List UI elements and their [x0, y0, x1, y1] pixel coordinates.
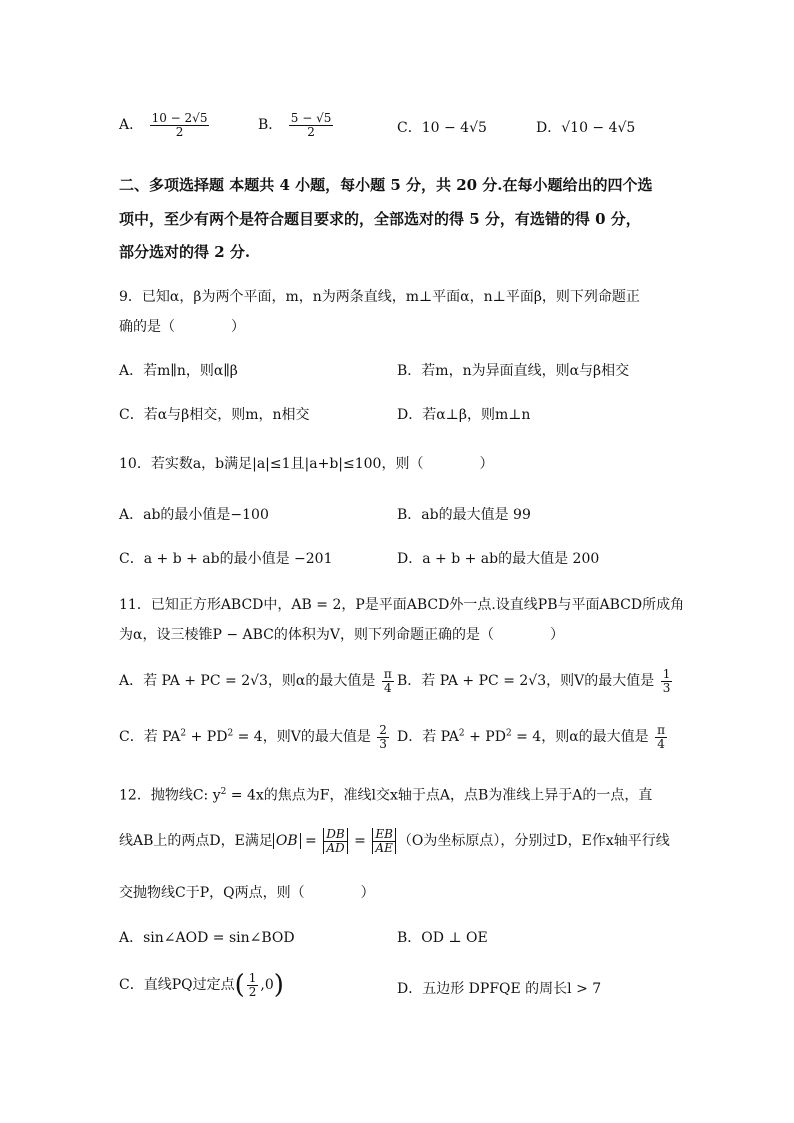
q8-option-b-denominator: 2: [307, 124, 315, 139]
q10-option-b: B．ab的最大值是 99: [397, 507, 531, 523]
q11-option-c-text-post: = 4，则V的最大值是: [233, 729, 371, 746]
q8-option-c-label: C．: [397, 120, 422, 136]
q11-option-b: [397, 668, 674, 694]
q8-option-c-text: 10 − 4√5: [421, 120, 487, 136]
section2-line2: 项中，至少有两个是符合题目要求的，全部选对的得 5 分，有选错的得 0 分，: [119, 210, 641, 228]
q11-option-d-sup1: 2: [458, 728, 465, 739]
q12-option-c-right-paren: ): [273, 970, 284, 1001]
q12-option-c-pre: C．直线PQ过定点: [119, 977, 235, 994]
q12-option-c: [119, 970, 284, 1001]
q9-stem-line2: 确的是（ ）: [119, 319, 245, 335]
q8-option-b-label: B．: [258, 117, 283, 134]
q10-option-d: D．a + b + ab的最大值是 200: [397, 551, 600, 567]
q12-stem-line1: [119, 788, 652, 803]
q11-option-a: [119, 668, 396, 694]
q11-option-d-denominator: 4: [657, 736, 665, 751]
q11-option-d: [397, 724, 669, 750]
q12-option-a: A．sin∠AOD = sin∠BOD: [119, 930, 295, 946]
q11-option-a-denominator: 4: [383, 680, 392, 695]
q12-stem2-fraction2: [372, 828, 396, 854]
q10-option-c: C．a + b + ab的最小值是 −201: [119, 551, 333, 567]
q8-option-a: [119, 112, 211, 138]
q12-stem-line2: [119, 828, 670, 854]
q11-stem-line1: 11．已知正方形ABCD中，AB = 2，P是平面ABCD外一点.设直线PB与平面ABCD所成角: [119, 597, 685, 613]
q11-option-b-text: B．若 PA + PC = 2√3，则V的最大值是: [397, 673, 655, 690]
q8-option-a-denominator: 2: [175, 124, 184, 139]
q12-stem2-eq2: =: [349, 833, 371, 850]
q12-frac2-denominator: AE: [372, 842, 395, 855]
q9-option-b: B．若m，n为异面直线，则α与β相交: [397, 363, 630, 379]
q12-option-c-post: ,0: [260, 977, 274, 994]
q11-option-c-sup2: 2: [227, 728, 234, 739]
q8-option-a-label: A．: [119, 117, 144, 134]
q12-frac2-numerator: EB: [372, 828, 396, 842]
q11-option-d-text-post: = 4，则α的最大值是: [511, 729, 649, 746]
section2-line1: 二、多项选择题 本题共 4 小题，每小题 5 分，共 20 分.在每小题给出的四个选: [119, 176, 653, 194]
q11-option-a-numerator: π: [383, 667, 392, 681]
q11-option-b-numerator: 1: [662, 667, 671, 681]
q11-option-a-fraction: [382, 668, 394, 694]
q12-stem2-fraction1: [323, 828, 347, 854]
q11-option-c-text-pre: C．若 PA: [119, 729, 181, 746]
q11-option-b-fraction: [661, 668, 673, 694]
q12-option-b: B．OD ⊥ OE: [397, 930, 488, 946]
q12-option-d: D．五边形 DPFQE 的周长l > 7: [397, 981, 602, 997]
q12-stem1-pre: 12．抛物线C: y: [119, 787, 221, 804]
q11-option-d-text-pre: D．若 PA: [397, 729, 459, 746]
q12-stem2-post: （O为坐标原点），分别过D，E作x轴平行线: [397, 833, 670, 850]
q11-option-b-denominator: 3: [662, 680, 671, 695]
q10-option-a: A．ab的最小值是−100: [119, 507, 269, 523]
q11-option-c-text-mid: + PD: [186, 729, 228, 746]
q11-option-d-sup2: 2: [505, 728, 512, 739]
q11-option-c-denominator: 3: [379, 736, 387, 751]
q9-option-c: C．若α与β相交，则m，n相交: [119, 407, 310, 423]
q12-stem-line3: 交抛物线C于P，Q两点，则（ ）: [119, 885, 375, 901]
section2-line3: 部分选对的得 2 分.: [119, 243, 251, 261]
q12-stem2-abs-ob: OB: [273, 833, 301, 849]
q12-option-c-fraction: [247, 972, 259, 998]
q11-option-c: [119, 724, 391, 750]
q11-option-d-text-mid: + PD: [464, 729, 506, 746]
q8-option-b: [258, 112, 335, 138]
q12-stem2-eq1: =: [300, 833, 322, 850]
q12-option-c-left-paren: (: [234, 970, 245, 1001]
q8-option-a-numerator: 10 − 2√5: [151, 111, 208, 125]
q11-stem-line2: 为α，设三棱锥P − ABC的体积为V，则下列命题正确的是（ ）: [119, 627, 564, 643]
q11-option-a-text: A．若 PA + PC = 2√3，则α的最大值是: [119, 673, 376, 690]
q8-option-d: [536, 121, 635, 135]
q11-option-d-fraction: [655, 724, 667, 750]
q9-option-a: A．若m∥n，则α∥β: [119, 363, 238, 379]
q11-option-d-numerator: π: [657, 723, 666, 737]
q12-option-c-numerator: 1: [248, 971, 257, 985]
q8-option-a-fraction: [150, 112, 210, 138]
q8-option-b-numerator: 5 − √5: [290, 111, 332, 125]
q11-option-c-sup1: 2: [180, 728, 187, 739]
q8-option-b-fraction: [289, 112, 334, 138]
q12-option-c-denominator: 2: [248, 984, 257, 999]
q12-frac1-numerator: DB: [323, 828, 347, 842]
q8-option-d-text: √10 − 4√5: [561, 120, 636, 136]
q8-option-d-label: D．: [536, 120, 562, 136]
q11-option-c-numerator: 2: [379, 723, 387, 737]
q9-stem-line1: 9．已知α，β为两个平面，m，n为两条直线，m⊥平面α，n⊥平面β，则下列命题正: [119, 289, 640, 305]
q12-stem1-sup: 2: [220, 787, 227, 797]
q12-stem1-post: = 4x的焦点为F，准线l交x轴于点A，点B为准线上异于A的一点，直: [226, 787, 653, 804]
q12-frac1-denominator: AD: [323, 842, 347, 855]
q9-option-d: D．若α⊥β，则m⊥n: [397, 407, 531, 423]
q8-option-c: [397, 121, 487, 135]
q12-stem2-pre: 线AB上的两点D，E满足: [119, 833, 273, 850]
q10-stem: 10．若实数a，b满足|a|≤1且|a+b|≤100，则（ ）: [119, 456, 494, 472]
q11-option-c-fraction: [377, 724, 389, 750]
